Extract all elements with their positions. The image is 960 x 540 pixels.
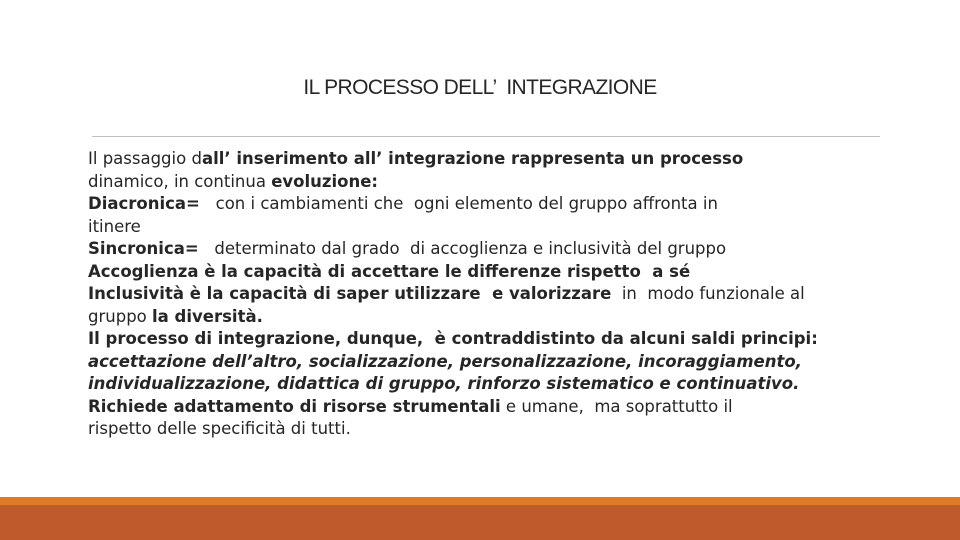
footer-accent-strip [0, 497, 960, 505]
title-divider [92, 136, 880, 137]
text-run: la diversità. [152, 306, 263, 326]
body-line [88, 283, 888, 306]
text-run: Il processo di integrazione, dunque, è contraddistinto da alcuni saldi principi: [88, 329, 818, 348]
body-line [88, 328, 888, 351]
text-run: determinato dal grado di accoglienza e inclusività del gruppo [198, 239, 727, 258]
footer-band [0, 505, 960, 540]
slide-title: IL PROCESSO DELL’ INTEGRAZIONE [303, 76, 657, 99]
text-run: Sincronica= [88, 239, 199, 258]
text-run: rispetto delle specificità di tutti. [88, 419, 351, 438]
body-line [88, 261, 888, 284]
text-run: Richiede adattamento di risorse strumentali [88, 396, 501, 416]
text-run: individualizzazione, didattica di gruppo, rinforzo sistematico e continuativo. [88, 374, 800, 393]
text-run: accettazione dell’altro, socializzazione, personalizzazione, incoraggiamento, [88, 351, 802, 371]
text-run: Diacronica= [88, 194, 200, 213]
text-run: in modo funzionale al [611, 284, 805, 303]
body-line [88, 216, 888, 239]
text-run: Il passaggio d [88, 149, 202, 168]
body-line [88, 351, 888, 374]
text-run: all’ inserimento all’ integrazione rappresenta un processo [201, 149, 744, 168]
body-line [88, 373, 888, 396]
text-run: gruppo [88, 306, 153, 326]
body-line [88, 148, 888, 171]
body-line [88, 193, 888, 216]
body-line [88, 171, 888, 194]
text-run: Accoglienza è la capacità di accettare le differenze rispetto a sé [88, 261, 691, 281]
text-run: evoluzione: [271, 171, 379, 191]
body-line [88, 306, 888, 329]
slide-body-text [88, 148, 888, 441]
text-run: e umane, ma soprattutto il [500, 396, 733, 416]
body-line [88, 396, 888, 419]
text-run: Inclusività è la capacità di saper utilizzare e valorizzare [88, 284, 612, 303]
body-line [88, 238, 888, 261]
text-run: con i cambiamenti che ogni elemento del gruppo affronta in [199, 194, 718, 213]
text-run: dinamico, in continua [88, 171, 272, 191]
body-line [88, 418, 888, 441]
text-run: itinere [88, 216, 141, 236]
